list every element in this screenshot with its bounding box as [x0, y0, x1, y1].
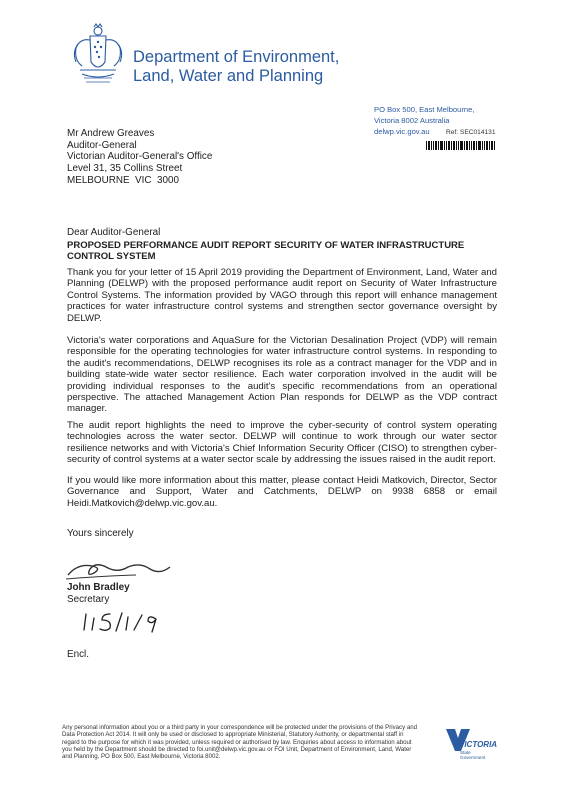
recipient-name: Mr Andrew Greaves	[67, 128, 155, 139]
body-paragraph: The audit report highlights the need to improve the cyber-security of control system operating technologies across the water sector. DELWP will continue to work through our water sector resilience networks and with Victoria's Chief Information Security Officer (CISO) to strengthen cyber-security of control systems at a water sector scale by addressing the issues raised in the audit report.	[67, 420, 497, 466]
return-address-line1: PO Box 500, East Melbourne,	[374, 105, 475, 114]
salutation: Dear Auditor-General	[67, 227, 161, 238]
privacy-notice: Any personal information about you or a third party in your correspondence will be protected under the provisions of the Privacy and Data Protection Act 2014. It will only be used or disclosed to appropriate Ministerial, Statutory Authority, or departmental staff in regard to the purpose for which it was provided, unless required or authorised by law. Enquiries about access to information about you held by the Department should be directed to foi.unit@delwp.vic.gov.au or FOI Unit, Department of Environment, Land, Water and Planning, PO Box 500, East Melbourne, Victoria 8002.	[62, 724, 417, 761]
department-name	[133, 48, 339, 85]
recipient-street: Level 31, 35 Collins Street	[67, 163, 183, 175]
coat-of-arms-icon	[68, 22, 128, 88]
recipient-title: Auditor-General	[67, 139, 137, 151]
body-paragraph: If you would like more information about this matter, please contact Heidi Matkovich, Director, Sector Governance and Support, Water and Catchments, DELWP on 9938 6858 or email Heidi.Matkovich@delwp.vic.gov.au.	[67, 475, 497, 509]
return-address-website: delwp.vic.gov.au	[374, 126, 430, 136]
body-paragraph: Victoria's water corporations and AquaSure for the Victorian Desalination Project (VDP) will remain responsible for the operating technologies for water infrastructure control systems. In responding to the audit's recommendations, DELWP recognises its role as a contract manager for the VDP and in building state-wide water sector resilience. Each water corporation involved in the audit will be providing individual responses to the audit's specific recommendations from an operational perspective. The attached Management Action Plan responds for DELWP as the VDP contract manager.	[67, 335, 497, 415]
return-address-line2: Victoria 8002 Australia	[374, 115, 450, 125]
department-name-line1: Department of Environment,	[133, 48, 340, 66]
barcode-icon	[426, 141, 496, 150]
closing: Yours sincerely	[67, 528, 134, 539]
recipient-address	[67, 128, 212, 187]
signer-position: Secretary	[67, 594, 110, 605]
victoria-logo-text: VICTORIA	[459, 740, 498, 749]
signer-name: John Bradley	[67, 582, 130, 593]
recipient-city: MELBOURNE VIC 3000	[67, 174, 179, 186]
recipient-office: Victorian Auditor-General's Office	[67, 151, 213, 163]
victoria-logo-subtitle	[460, 750, 485, 760]
reference-number: Ref: SEC014131	[446, 129, 496, 136]
department-name-line2: Land, Water and Planning	[133, 66, 324, 85]
handwritten-date	[82, 608, 162, 634]
victoria-logo-subtitle-line2: Government	[460, 755, 486, 760]
enclosure-note: Encl.	[67, 649, 89, 660]
signer-block	[67, 582, 130, 606]
victoria-logo-subtitle-line1: State	[460, 750, 471, 755]
body-paragraph: Thank you for your letter of 15 April 2019 providing the Department of Environment, Land, Water and Planning (DELWP) with the proposed performance audit report on Security of Water Infrastructure Control Systems. The information provided by VAGO through this report will enhance management practices for water infrastructure control systems and strengthen sector governance oversight by DELWP.	[67, 267, 497, 324]
signature-icon	[62, 548, 174, 584]
subject-heading: PROPOSED PERFORMANCE AUDIT REPORT SECURITY OF WATER INFRASTRUCTURE CONTROL SYSTEM	[67, 240, 465, 262]
